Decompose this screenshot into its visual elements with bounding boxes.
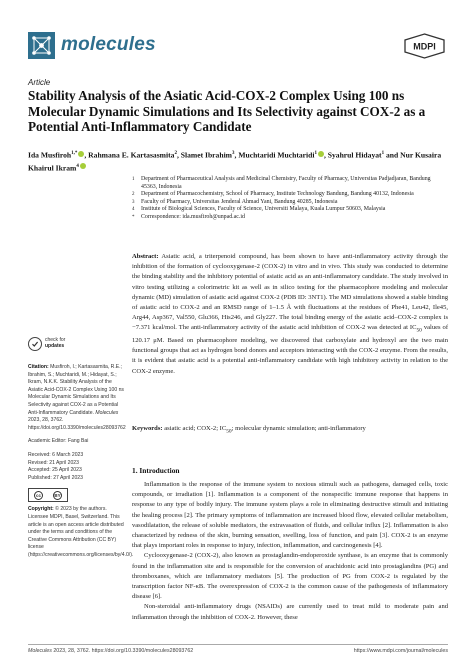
author-affiliation-marker: 2 (174, 151, 177, 156)
author-name[interactable]: Muchtaridi Muchtaridi (238, 150, 315, 160)
copyright-block (28, 506, 134, 559)
author-affiliation-marker: 1,* (71, 151, 78, 156)
author-name[interactable]: and Nur Kusaira Khairul Ikram (28, 150, 442, 173)
cc-by-license-badge[interactable] (28, 488, 68, 502)
copyright-label: Copyright: (28, 506, 54, 513)
author-separator: , (176, 150, 181, 160)
journal-header (28, 32, 446, 62)
footer-divider (28, 644, 448, 645)
copyright-text: © 2023 by the authors. Licensee MDPI, Basel, Switzerland. This article is an open access article distributed under the terms and conditions of the Creative Commons Attribution (CC BY) license (https://creativecommons.org/licenses/by/4.0/). (28, 506, 134, 558)
author-name[interactable]: Slamet Ibrahim (180, 150, 233, 160)
author-name[interactable]: Ida Musfiroh (28, 150, 72, 160)
intro-paragraph: Inflammation is the response of the immune system to noxious stimuli such as pathogens, damaged cells, toxic compounds, or irradiation [1]. Inflammation is a component of the nonspecific immune response that happens in response to any type of bodily injury. The immune system plays a role in eliminating destructive stimuli and initiating the healing process [2]. The primary symptoms of inflammation are increased blood flow, elevated cellular metabolism, vasodilatation, the release of soluble mediators, the extravasation of fluids, and cellular influx [2]. Inflammation is also characterized by redness of the skin, burning sensation, swelling, loss of function, and pain [3]. COX-2 is an enzyme that plays important roles in response to injury, infection, inflammation, and carcinogenesis [4]. (132, 481, 448, 550)
article-type: Article (28, 78, 51, 87)
author-separator: , (84, 150, 89, 160)
mdpi-logo-text: MDPI (413, 41, 436, 52)
abstract (132, 252, 448, 377)
author-affiliation-marker: 4 (76, 163, 79, 169)
author-separator: , (323, 150, 328, 160)
author-name[interactable]: Syahrul Hidayat (327, 150, 382, 160)
keywords-text-part1: asiatic acid; COX-2; IC (164, 425, 227, 432)
citation-block (28, 364, 126, 432)
by-icon: BY (53, 491, 62, 500)
check-for-updates-button[interactable] (28, 336, 126, 352)
published-date: Published: 27 April 2023 (28, 474, 83, 481)
footer-journal: Molecules (28, 648, 52, 654)
academic-editor-label: Academic Editor: (28, 438, 67, 445)
journal-name[interactable]: molecules (61, 34, 156, 55)
affiliation-number: 3 (132, 199, 135, 205)
received-date: Received: 6 March 2023 (28, 451, 84, 458)
affiliation-number: 4 (132, 207, 135, 213)
mdpi-logo[interactable] (403, 33, 446, 59)
affiliation-text: Department of Pharmaceutical Analysis and Medicinal Chemistry, Faculty of Pharmacy, Universitas Padjadjaran, Bandung 45363, Indonesia (141, 176, 431, 190)
affiliation-number: 1 (132, 177, 135, 182)
dates-block (28, 452, 126, 482)
intro-paragraph: Cyclooxygenase-2 (COX-2), also known as prostaglandin-endoperoxide synthase, is an enzyme that is commonly found in the inflammation site and is responsible for the conversion of arachidonic acid into prostaglandins (PG) and thromboxanes, which are inflammatory mediators [5]. The production of PG from COX-2 is regulated by the transcription factor NF-κB. The overexpression of COX-2 is the common cause of the pathogenesis of inflammatory disease [6]. (132, 552, 448, 601)
author-list (28, 148, 448, 173)
paper-title: Stability Analysis of the Asiatic Acid-COX-2 Complex Using 100 ns Molecular Dynamic Simulations and Its Selectivity against COX-2 as a Potential Anti-Inflammatory Candidate (28, 88, 426, 134)
affiliation-number: * (132, 214, 135, 220)
footer-journal-link[interactable]: https://www.mdpi.com/journal/molecules (353, 648, 448, 654)
footer-citation-rest: 2023, 28, 3762. https://doi.org/10.3390/molecules28093762 (51, 648, 194, 654)
citation-journal: Molecules (95, 409, 119, 416)
keywords-text-part2: ; molecular dynamic simulation; anti-inflammatory (231, 425, 366, 432)
citation-text: Musfiroh, I.; Kartasasmita, R.E.; Ibrahim, S.; Muchtaridi, M.; Hidayat, S.; Ikram, N.K.K. Stability Analysis of the Asiatic Acid-COX-2 Complex Using 100 ns Molecular Dynamic Simulations and Its Selectivity against COX-2 as a Potential Anti-Inflammatory Candidate. (28, 364, 124, 416)
keywords (132, 424, 448, 436)
abstract-text-part2: values of 120.17 μM. Based on pharmacophore modeling, we discovered that carboxylate and hydroxyl are the two main functional groups that act as hydrogen bond donors and acceptors interacting with the COX-2 enzyme. From the results, it is evident that asiatic acid is a potential anti-inflammatory candidate with high inhibitory activity in relation to the COX-2 enzyme. (132, 324, 449, 375)
affiliation-text: Correspondence: ida.musfiroh@unpad.ac.id (141, 213, 245, 220)
affiliation-text: Faculty of Pharmacy, Universitas Jenderal Ahmad Yani, Bandung 40285, Indonesia (141, 198, 338, 205)
citation-label: Citation: (28, 364, 49, 370)
keywords-label: Keywords: (132, 425, 163, 432)
affiliation-item (132, 214, 448, 222)
article-info-sidebar (28, 336, 134, 565)
check-updates-label-bottom: updates (45, 343, 65, 349)
affiliation-item (132, 206, 448, 214)
accepted-date: Accepted: 25 April 2023 (28, 467, 82, 474)
author-affiliation-marker: 1 (381, 151, 385, 156)
introduction-body (132, 480, 448, 623)
author-separator: , (234, 150, 239, 160)
affiliation-list (132, 176, 448, 222)
molecule-grid-icon (28, 32, 55, 59)
academic-editor (28, 438, 126, 446)
intro-paragraph: Non-steroidal anti-inflammatory drugs (NSAIDs) are currently used to treat mild to moderate pain and inflammation through the inhibition of COX-2. However, these (132, 603, 448, 621)
orcid-icon[interactable] (80, 163, 86, 169)
abstract-text-part1: Asiatic acid, a triterpenoid compound, has been shown to have anti-inflammatory activity through the inhibition of the formation of cyclooxygenase-2 (COX-2) in vitro and in vivo. This study was conducted to determine the binding stability and the inhibitory potential of asiatic acid as an anti-inflammatory candidate. The study involved in vitro testing utilizing a colorimetric kit as well as in silico testing for the pharmacophore modeling and molecular dynamic (MD) simulation of asiatic acid against COX-2 (PDB ID: 3NT1). The MD simulations showed a stable binding of asiatic acid to COX-2 and an RMSD range of 1–1.5 Å with fluctuations at the residues of Phe41, Leu42, Ile45, Arg44, Asp367, Val550, Glu366, His246, and Gly227. The total binding energy of the asiatic acid–COX-2 complex is −7.371 kcal/mol. The anti-inflammatory activity of the asiatic acid inhibition of COX-2 was detected at IC (132, 253, 448, 332)
abstract-ic-subscript: 50 (416, 327, 422, 334)
revised-date: Revised: 21 April 2023 (28, 459, 79, 466)
affiliation-text: Department of Pharmacochemistry, School of Pharmacy, Institute Technology Bandung, Bandung 40132, Indonesia (141, 191, 414, 198)
keywords-ic-subscript: 50 (226, 428, 232, 435)
section-heading-introduction: 1. Introduction (132, 466, 180, 475)
affiliation-item (132, 176, 448, 191)
footer-citation[interactable] (28, 648, 193, 654)
check-updates-label-top: check for (45, 337, 66, 344)
author-affiliation-marker: 1 (314, 151, 317, 156)
citation-doi[interactable]: 2023, 28, 3762. https://doi.org/10.3390/molecules28093762 (28, 417, 126, 431)
author-affiliation-marker: 3 (232, 151, 235, 156)
check-updates-icon (28, 337, 42, 351)
affiliation-text: Institute of Biological Sciences, Faculty of Science, Universiti Malaya, Kuala Lumpur 50603, Malaysia (141, 206, 386, 213)
affiliation-item (132, 191, 448, 199)
abstract-label: Abstract: (132, 253, 159, 260)
affiliation-number: 2 (132, 192, 135, 198)
academic-editor-name: Fang Bai (67, 438, 89, 445)
author-name[interactable]: Rahmana E. Kartasasmita (88, 150, 175, 160)
cc-icon: cc (34, 491, 43, 500)
